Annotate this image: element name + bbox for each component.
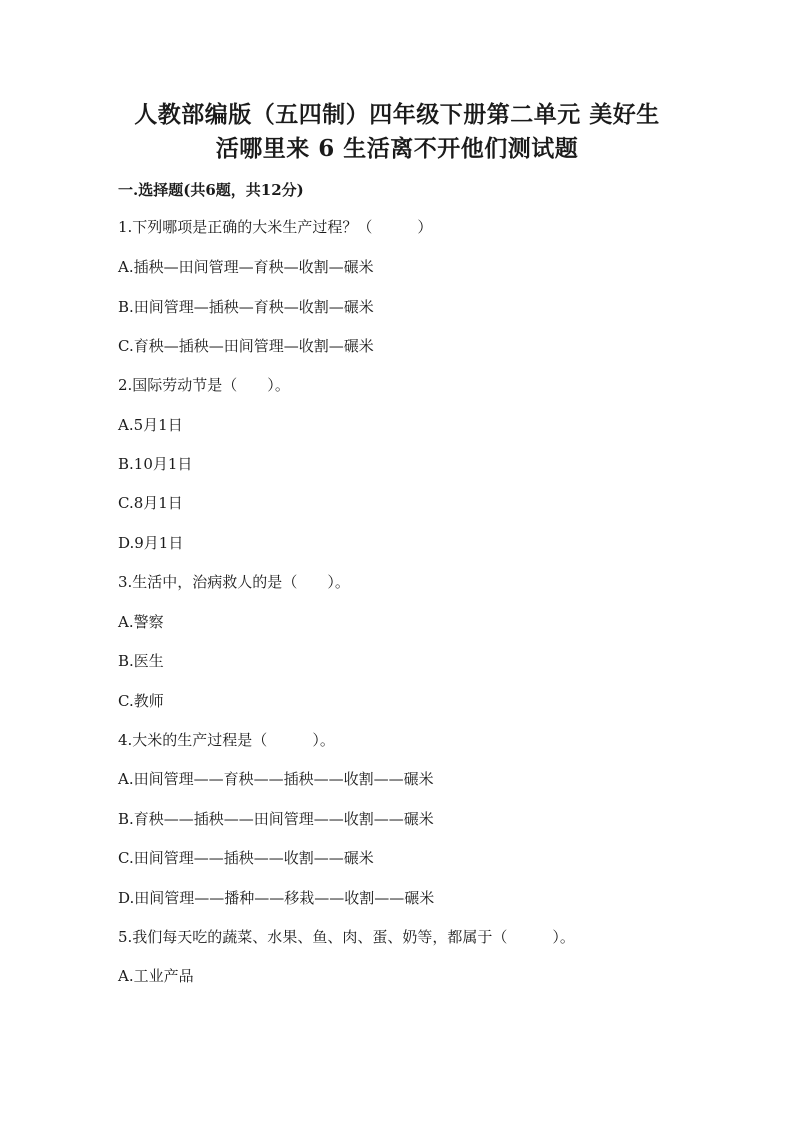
question-4-option-d: D.田间管理——播种——移栽——收割——碾米 [118, 889, 435, 907]
question-2-stem: 2.国际劳动节是（ ）。 [118, 376, 290, 394]
question-4-option-a: A.田间管理——育秧——插秧——收割——碾米 [118, 770, 434, 788]
document-title-line-2: 活哪里来 6 生活离不开他们测试题 [215, 135, 579, 162]
question-3-option-a: A.警察 [118, 613, 164, 631]
question-3-stem: 3.生活中，治病救人的是（ ）。 [118, 573, 350, 591]
question-1-option-a: A.插秧—田间管理—育秧—收割—碾米 [118, 258, 374, 276]
question-1-option-c: C.育秧—插秧—田间管理—收割—碾米 [118, 337, 374, 355]
question-5-option-a: A.工业产品 [118, 967, 194, 985]
question-2-option-d: D.9月1日 [118, 534, 184, 552]
question-2-option-a: A.5月1日 [118, 416, 183, 434]
document-title-line-1: 人教部编版（五四制）四年级下册第二单元 美好生 [134, 101, 660, 128]
question-2-option-c: C.8月1日 [118, 494, 183, 512]
question-1-stem: 1.下列哪项是正确的大米生产过程？（ ） [118, 218, 433, 236]
question-3-option-b: B.医生 [118, 652, 164, 670]
question-4-stem: 4.大米的生产过程是（ ）。 [118, 731, 335, 749]
question-1-option-b: B.田间管理—插秧—育秧—收割—碾米 [118, 298, 374, 316]
question-2-option-b: B.10月1日 [118, 455, 193, 473]
section-heading: 一.选择题(共6题，共12分) [118, 181, 304, 199]
question-4-option-c: C.田间管理——插秧——收割——碾米 [118, 849, 374, 867]
question-3-option-c: C.教师 [118, 692, 164, 710]
question-5-stem: 5.我们每天吃的蔬菜、水果、鱼、肉、蛋、奶等，都属于（ ）。 [118, 928, 575, 946]
question-4-option-b: B.育秧——插秧——田间管理——收割——碾米 [118, 810, 434, 828]
